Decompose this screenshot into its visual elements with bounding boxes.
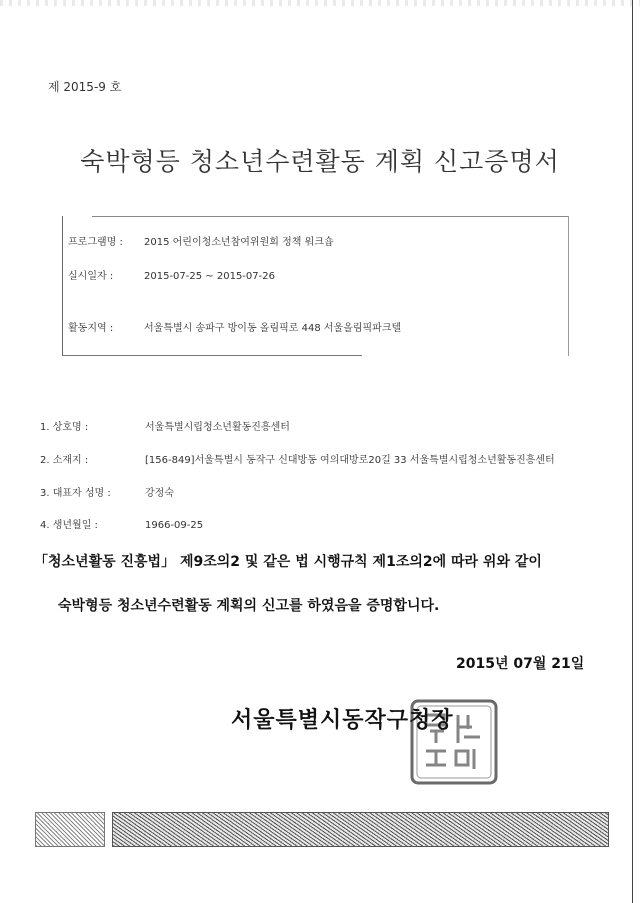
detail-label: 1. 상호명 : bbox=[40, 422, 89, 433]
detail-value: [156-849]서울특별시 동작구 신대방동 여의대방로20길 33 서울특별시립청소년활동진흥센터 bbox=[145, 455, 555, 466]
issuer-name: 서울특별시동작구청장 bbox=[231, 708, 454, 733]
program-name-row bbox=[68, 233, 334, 248]
page-edge-line bbox=[632, 0, 633, 903]
box-top-rule bbox=[92, 216, 569, 217]
document-number: 제 2015-9 호 bbox=[48, 80, 122, 94]
detail-value: 1966-09-25 bbox=[145, 520, 204, 531]
program-dates-value: 2015-07-25 ~ 2015-07-26 bbox=[144, 271, 275, 282]
detail-label: 4. 생년월일 : bbox=[40, 520, 98, 531]
detail-value: 서울특별시립청소년활동진흥센터 bbox=[145, 422, 290, 433]
detail-row-birthdate bbox=[40, 516, 203, 531]
certification-statement-line2: 숙박형등 청소년수련활동 계획의 신고를 하였음을 증명합니다. bbox=[58, 598, 440, 614]
document-title: 숙박형등 청소년수련활동 계획 신고증명서 bbox=[80, 147, 560, 176]
program-name-label: 프로그램명 : bbox=[68, 237, 123, 248]
program-location-value: 서울특별시 송파구 방이동 올림픽로 448 서울올림픽파크텔 bbox=[144, 323, 402, 334]
detail-label: 3. 대표자 성명 : bbox=[40, 488, 111, 499]
box-right-rule bbox=[568, 216, 569, 356]
security-pattern-band bbox=[112, 812, 609, 847]
detail-label: 2. 소재지 : bbox=[40, 455, 89, 466]
program-dates-label: 실시일자 : bbox=[68, 271, 114, 282]
detail-row-representative bbox=[40, 484, 174, 499]
program-location-row bbox=[68, 319, 401, 334]
program-name-value: 2015 어린이청소년참여위원회 정책 워크숍 bbox=[144, 237, 334, 248]
box-bottom-rule bbox=[62, 355, 362, 356]
security-pattern-small bbox=[35, 812, 105, 847]
detail-row-business-name bbox=[40, 418, 290, 433]
issue-date: 2015년 07월 21일 bbox=[456, 656, 585, 672]
program-dates-row bbox=[68, 267, 275, 282]
scan-artifact-top bbox=[0, 0, 640, 6]
certification-statement-line1: 「청소년활동 진흥법」 제9조의2 및 같은 법 시행규칙 제1조의2에 따라 위와 같이 bbox=[34, 554, 542, 570]
detail-value: 강정숙 bbox=[145, 488, 174, 499]
detail-row-address bbox=[40, 451, 555, 466]
box-left-rule bbox=[62, 216, 63, 356]
program-location-label: 활동지역 : bbox=[68, 323, 114, 334]
program-info-box bbox=[62, 216, 569, 356]
